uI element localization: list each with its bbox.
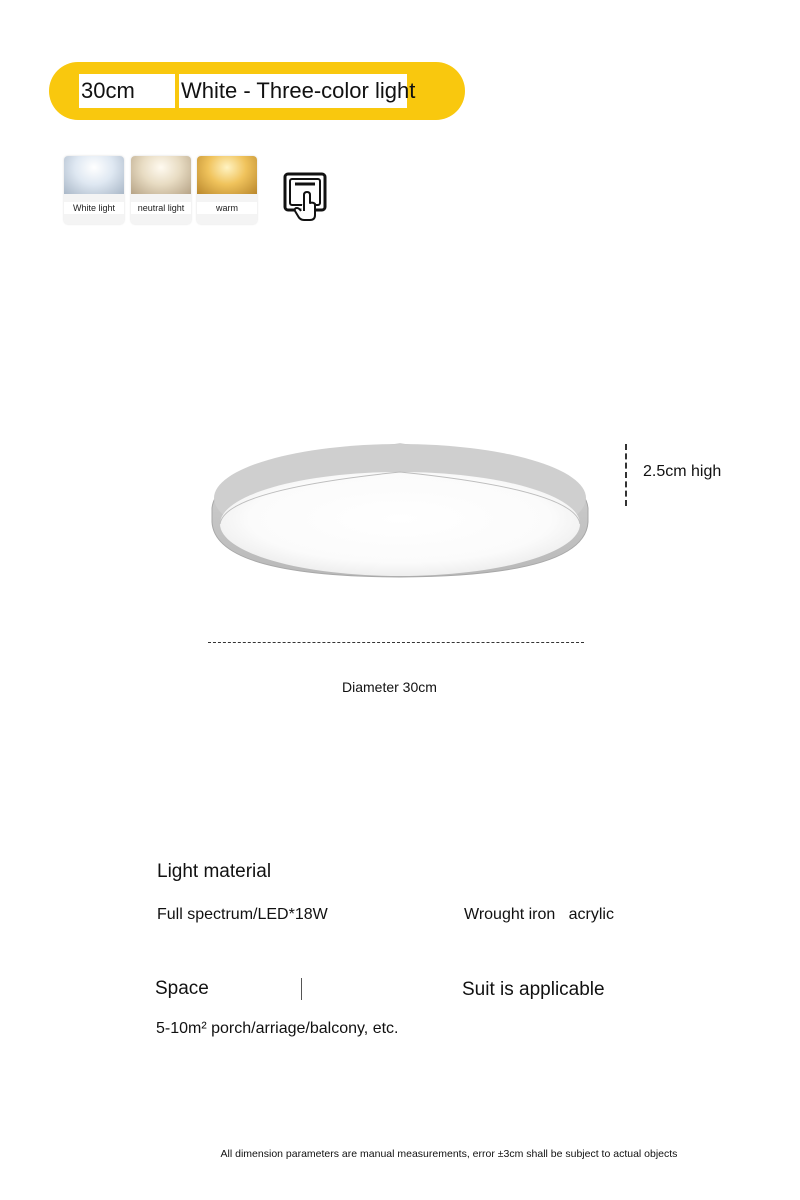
material-value: Wrought iron acrylic xyxy=(464,906,614,923)
light-material-title: Light material xyxy=(157,861,272,882)
footnote xyxy=(0,1148,800,1160)
swatch-white-light xyxy=(64,156,124,224)
space-title: Space xyxy=(155,978,209,999)
divider xyxy=(301,978,302,1000)
color-option[interactable]: White - Three-color light xyxy=(179,74,407,108)
light-source-value: Full spectrum/LED*18W xyxy=(157,906,328,923)
height-label: 2.5cm high xyxy=(643,463,722,480)
space-value: 5-10m² porch/arriage/balcony, etc. xyxy=(156,1020,399,1037)
suit-applicable-title: Suit is applicable xyxy=(462,979,605,1000)
ceiling-lamp-illustration xyxy=(205,440,595,585)
size-option[interactable]: 30cm xyxy=(79,74,175,108)
swatch-label: White light xyxy=(64,202,124,214)
swatch-neutral-light xyxy=(131,156,191,224)
swatch-warm-light xyxy=(197,156,257,224)
diameter-label: Diameter 30cm xyxy=(342,679,437,695)
swatch-label: warm xyxy=(197,202,257,214)
footnote-text: All dimension parameters are manual measurements, error ±3cm shall be subject to actual objects xyxy=(220,1148,678,1160)
diameter-dimension-line xyxy=(208,642,584,643)
touch-switch-icon xyxy=(282,171,328,223)
height-dimension-line xyxy=(625,444,627,506)
swatch-label: neutral light xyxy=(131,202,191,214)
variant-banner xyxy=(49,62,465,120)
